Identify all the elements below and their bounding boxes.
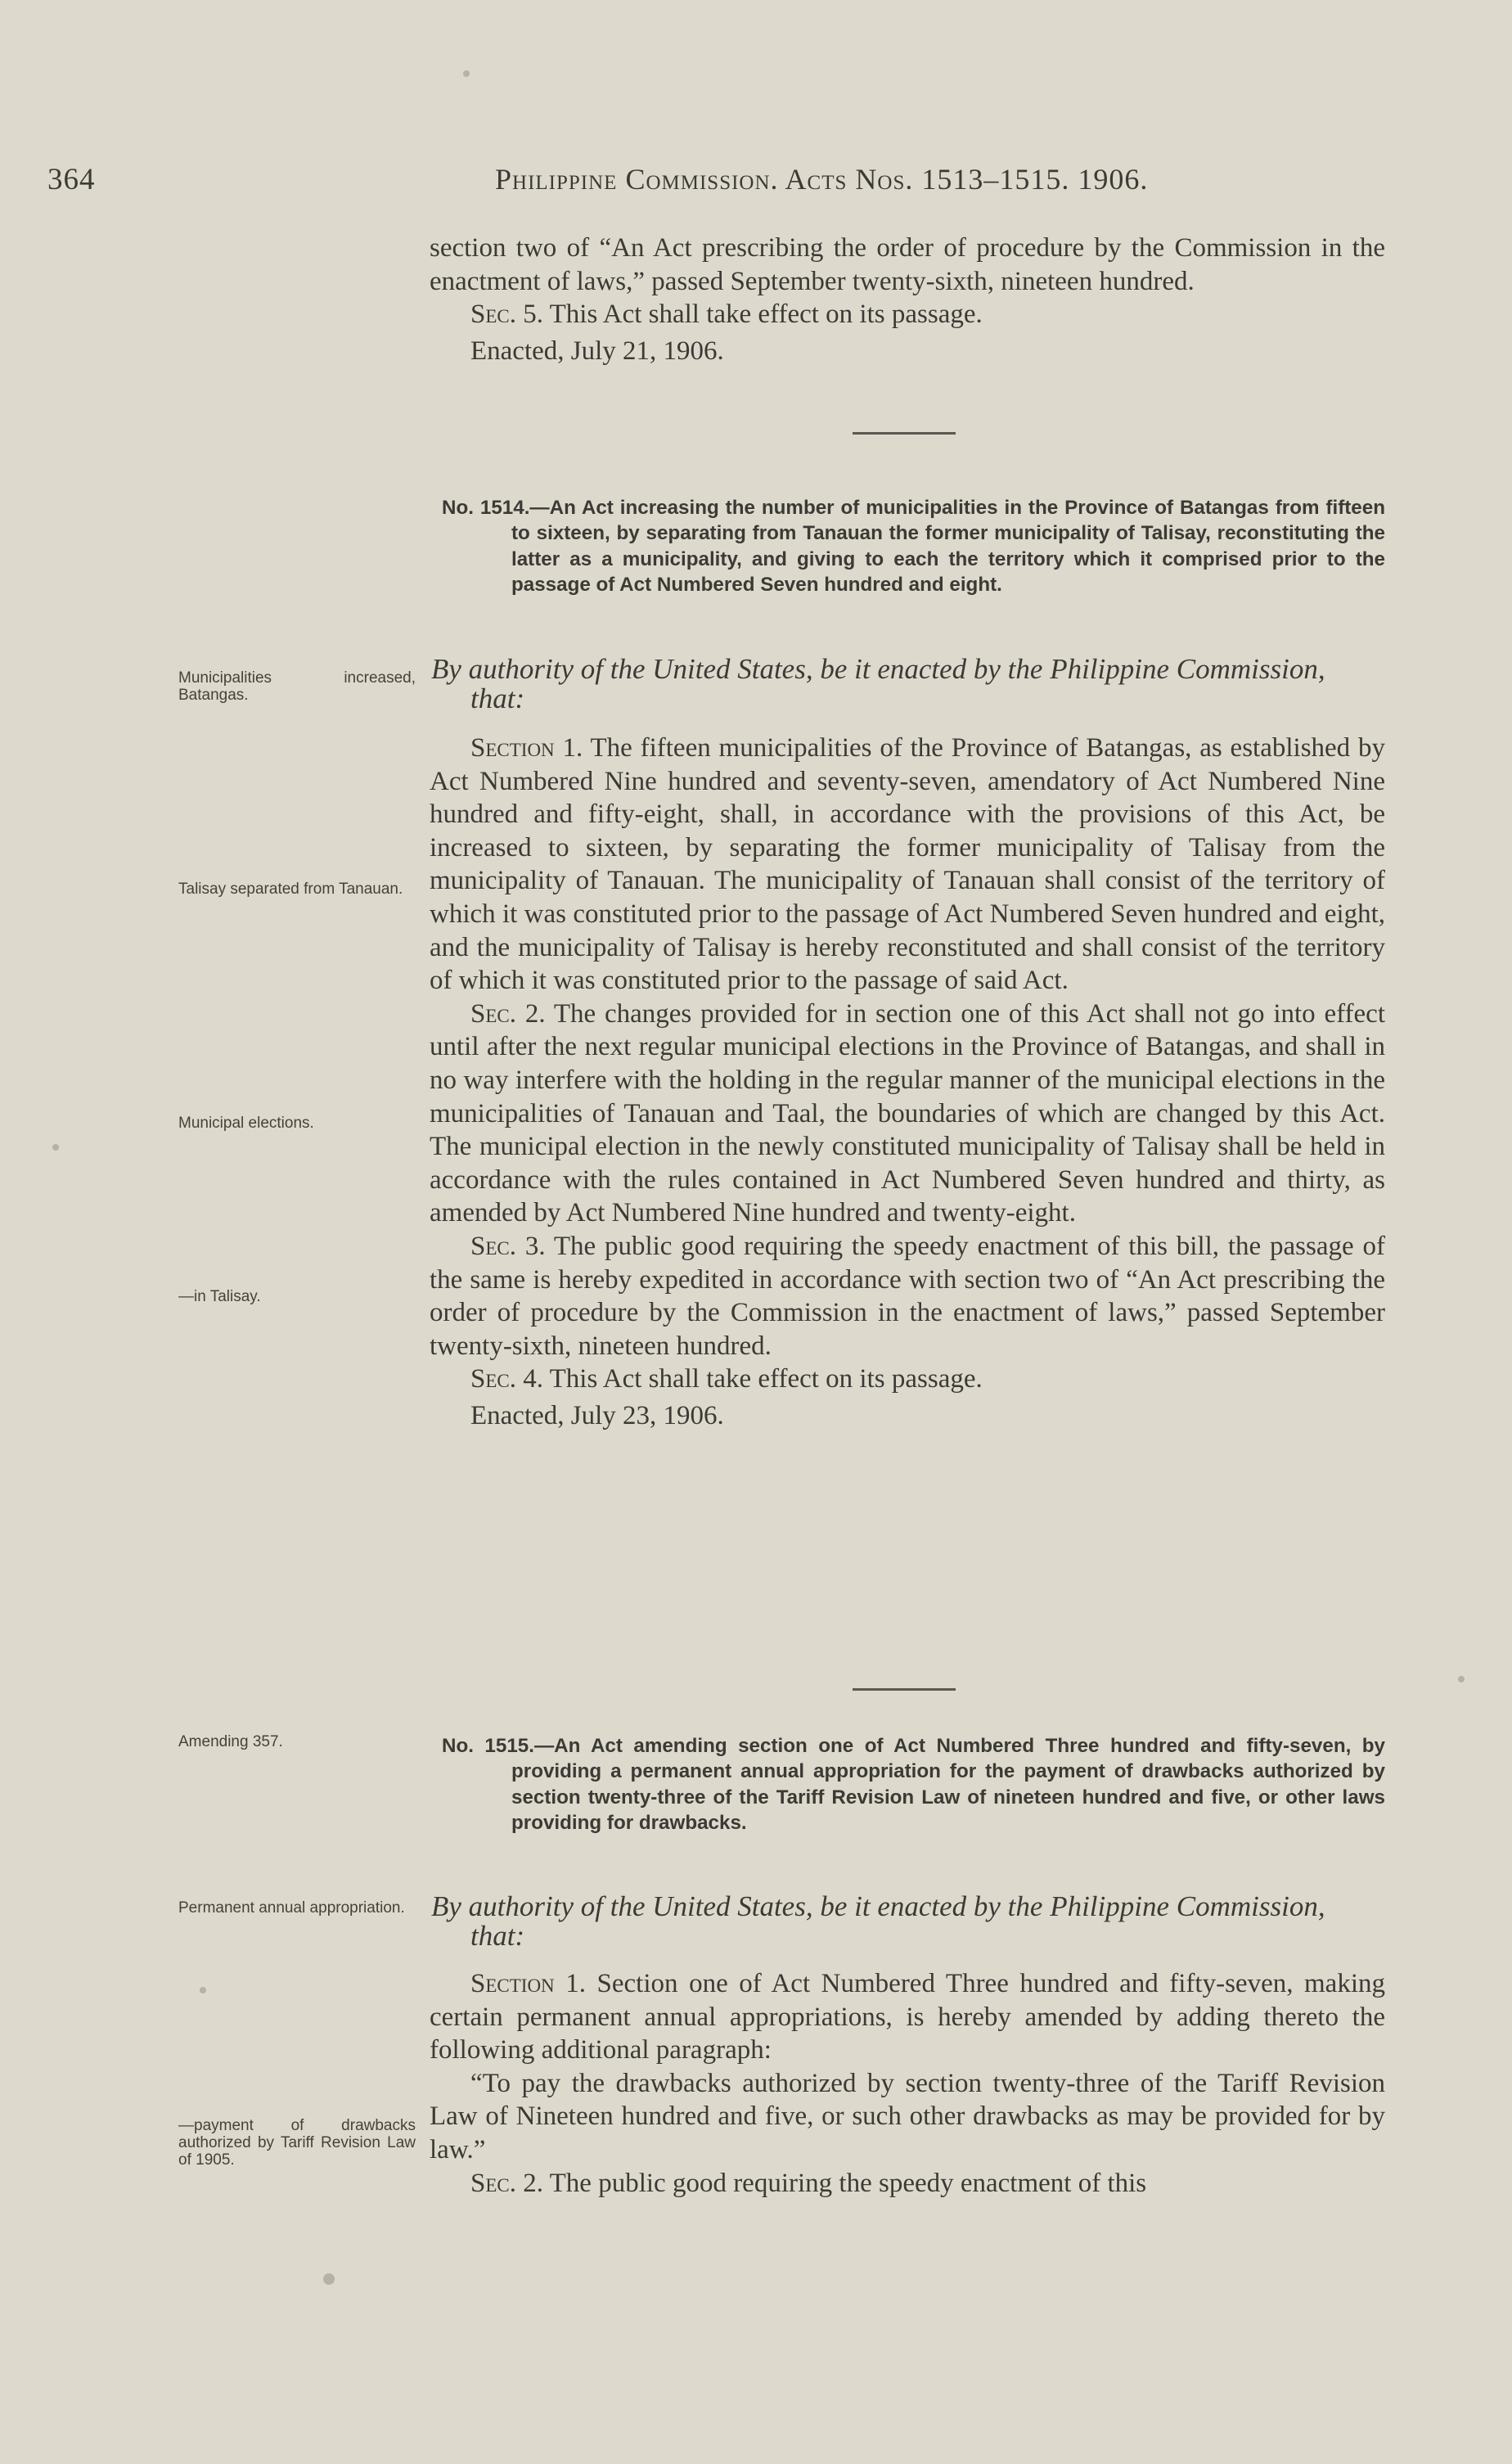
page-number: 364 [47,163,96,196]
section-label: Section 1. [470,1969,586,1998]
act-1514-enacting-clause [431,655,1385,714]
act-1514-body [430,732,1385,1432]
section-text: This Act shall take effect on its passage. [543,300,983,330]
act-1514-section-2 [430,998,1385,1230]
act-1514-title-text: No. 1514.—An Act increasing the number of municipalities in the Province of Batangas from fifteen to sixteen, by separating from Tanauan the former municipality of Talisay, reconstituting the latter as a municipality, and giving to each the territory which it comprised prior to the passage of Act Numbered Seven hundred and eight. [442,497,1385,597]
enacting-clause-text: By authority of the United States, be it enacted by the Philippine Commission, that: [431,653,1325,714]
section-label: Section 1. [470,733,583,763]
act-1515-title [442,1733,1385,1836]
margin-note-permanent-appropriation: Permanent annual appropriation. [178,1899,405,1917]
scan-speck [323,2273,335,2285]
scan-speck [463,70,470,77]
act-1513-continuation: section two of “An Act prescribing the order of procedure by the Commission in the enactment of laws,” passed September twenty-sixth, nineteen hundred. [430,233,1385,296]
act-1515-section-2 [430,2167,1385,2200]
margin-note-talisay-separated: Talisay separated from Tanauan. [178,881,403,898]
act-1515-title-text: No. 1515.—An Act amending section one of Act Numbered Three hundred and fifty-seven, by providing a permanent annual appropriation for the payment of drawbacks authorized by section twenty-three of the Tariff Revision Law of nineteen hundred and five, or other laws providing for drawbacks. [442,1735,1385,1835]
section-divider [853,432,956,435]
act-1514-section-3 [430,1230,1385,1363]
section-text: Section one of Act Numbered Three hundred and fifty-seven, making certain permanent annual appropriations, is hereby amended by adding thereto the following additional paragraph: [430,1969,1385,2065]
section-text: The public good requiring the speedy enactment of this bill, the passage of the same is hereby expedited in accordance with section two of “An Act prescribing the order of procedure by the Commission in the enactment of laws,” passed September twenty-sixth, nineteen hundred. [430,1231,1385,1361]
scan-speck [200,1987,206,1993]
margin-note-amending-357: Amending 357. [178,1733,283,1750]
act-1513-section-5 [430,298,1385,331]
act-1514-title [442,495,1385,598]
section-label: Sec. 3. [470,1231,546,1261]
section-text: The fifteen municipalities of the Province of Batangas, as established by Act Numbered Nine hundred and seventy-seven, amendatory of Act Numbered Nine hundred and fifty-eight, shall, in accordance with the provisions of this Act, be increased to sixteen, by separating the former municipality of Talisay from the municipality of Tanauan. The municipality of Tanauan shall consist of the territory of which it was constituted prior to the passage of Act Numbered Seven hundred and eight, and the municipality of Talisay is hereby reconstituted and shall consist of the territory of which it was constituted prior to the passage of said Act. [430,733,1385,996]
act-1513-enacted: Enacted, July 21, 1906. [470,336,724,366]
margin-note-municipalities-increased: Municipalities increased, Batangas. [178,669,416,704]
margin-note-in-talisay: —in Talisay. [178,1288,261,1305]
act-1515-enacting-clause [431,1892,1385,1951]
section-text: This Act shall take effect on its passage. [543,1364,983,1394]
section-label: Sec. 2. [470,2168,543,2198]
act-1514-enacted: Enacted, July 23, 1906. [470,1400,724,1430]
section-text: The changes provided for in section one of this Act shall not go into effect until after the next regular municipal elections in the Province of Batangas, and shall in no way interfere with the holding in the regular manner of the municipal elections in the municipalities of Tanauan and Taal, the boundaries of which are changed by this Act. The municipal election in the newly constituted municipality of Talisay shall be held in accordance with the rules contained in Act Numbered Seven hundred and thirty, as amended by Act Numbered Nine hundred and twenty-eight. [430,998,1385,1228]
act-1513-end [430,232,1385,367]
scan-speck [52,1144,59,1151]
margin-note-municipal-elections: Municipal elections. [178,1115,314,1132]
page-header [0,162,1512,211]
act-1515-section-1 [430,1967,1385,2067]
act-1514-section-4 [430,1363,1385,1396]
section-divider [853,1688,956,1691]
section-label: Sec. 5. [470,300,543,330]
section-label: Sec. 4. [470,1364,543,1394]
section-text: The public good requiring the speedy enactment of this [543,2168,1147,2198]
scan-speck [1458,1676,1465,1682]
enacting-clause-text: By authority of the United States, be it enacted by the Philippine Commission, that: [431,1890,1325,1952]
act-1515-quoted-paragraph: “To pay the drawbacks authorized by section twenty-three of the Tariff Revision Law of Nineteen hundred and five, or such other drawbacks as may be provided for by law.” [430,2068,1385,2164]
act-1514-section-1 [430,732,1385,998]
section-label: Sec. 2. [470,998,546,1029]
margin-note-payment-of-drawbacks: —payment of drawbacks authorized by Tariff Revision Law of 1905. [178,2117,416,2169]
running-head: Philippine Commission. Acts Nos. 1513–1515. 1906. [495,163,1149,196]
act-1515-body [430,1967,1385,2200]
